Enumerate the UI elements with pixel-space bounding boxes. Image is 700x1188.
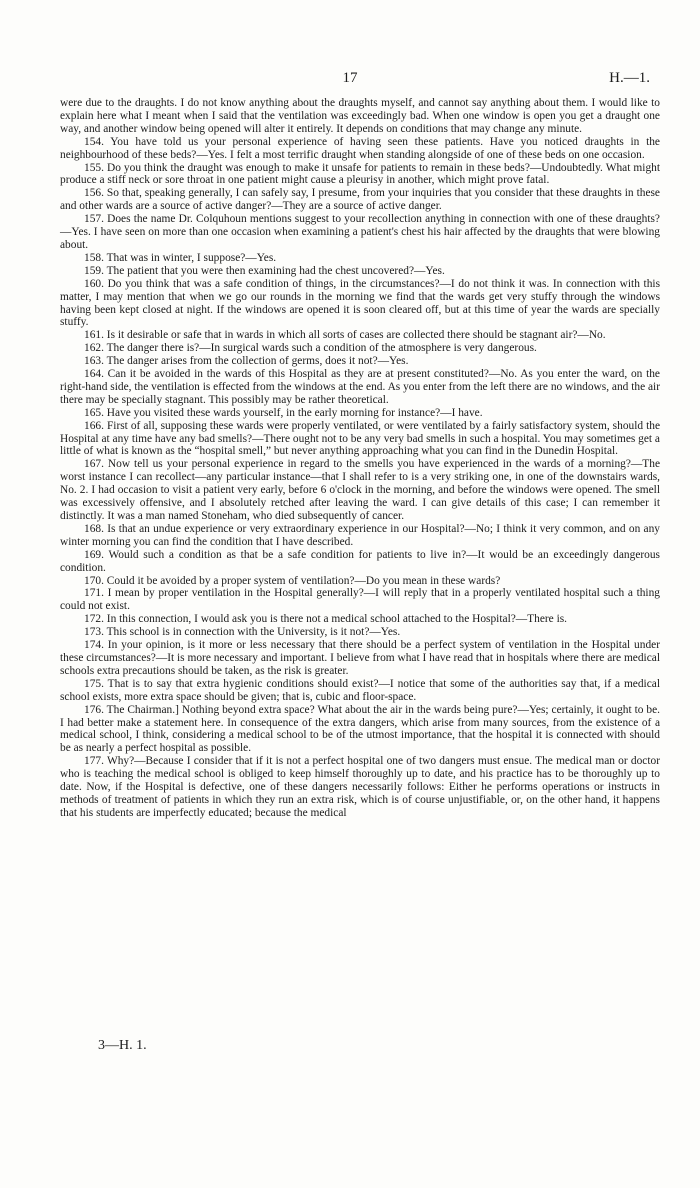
- paragraph: 171. I mean by proper ventilation in the Hospital generally?—I will reply that in a properly ventilated hospital such a thing could not exist.: [60, 587, 660, 613]
- paragraph: 154. You have told us your personal experience of having seen these patients. Have you noticed draughts in the neighbourhood of these beds?—Yes. I felt a most terrific draught when standing alongside of one of these beds on one occasion.: [60, 135, 660, 161]
- document-reference: H.—1.: [609, 70, 650, 86]
- paragraph: 170. Could it be avoided by a proper system of ventilation?—Do you mean in these wards?: [84, 574, 501, 587]
- paragraph: 172. In this connection, I would ask you is there not a medical school attached to the Hospital?—There is.: [84, 613, 568, 626]
- paragraph: 163. The danger arises from the collection of germs, does it not?—Yes.: [84, 355, 409, 368]
- body-text: [60, 97, 660, 820]
- paragraph: 175. That is to say that extra hygienic conditions should exist?—I notice that some of the authorities say that, if a medical school exists, more extra space should be given; that is, cubic and floor-space.: [60, 677, 660, 703]
- paragraph: 177. Why?—Because I consider that if it is not a perfect hospital one of two dangers must ensue. The medical man or doctor who is teaching the medical school is obliged to keep himself thoroughly up to date, and his practice has to be thoroughly up to date. Now, if the Hospital is defective, one of these dangers necessarily follows: Either he performs operations or instructs in methods of treatment of patients in which they run an extra risk, which is of course unjustifiable, or, on the other hand, it happens that his students are imperfectly educated; because the medical: [60, 755, 660, 819]
- paragraph: 162. The danger there is?—In surgical wards such a condition of the atmosphere is very dangerous.: [84, 342, 537, 355]
- paragraph: 160. Do you think that was a safe condition of things, in the circumstances?—I do not think it was. In connection with this matter, I may mention that when we go our rounds in the morning we find that the wards get very stuffy through the windows having been kept closed at night. If the windows are opened it is soon cleared off, but at this time of year the wards are specially stuffy.: [60, 277, 660, 329]
- paragraph: 156. So that, speaking generally, I can safely say, I presume, from your inquiries that you consider that these draughts in these and other wards are a source of active danger?—They are a source of active danger.: [60, 187, 660, 213]
- paragraph: 164. Can it be avoided in the wards of this Hospital as they are at present constituted?—No. As you enter the ward, on the right-hand side, the ventilation is effected from the windows at the end. As you enter from the left there are no windows, and the air there may be specially stagnant. This possibly may be rather theoretical.: [60, 368, 660, 406]
- paragraph: 158. That was in winter, I suppose?—Yes.: [84, 251, 277, 264]
- paragraph: 174. In your opinion, is it more or less necessary that there should be a perfect system of ventilation in the Hospital under these circumstances?—It is more necessary and important. I believe from what I have read that in hospitals where there are medical schools extra precautions should be taken, as the risk is greater.: [60, 639, 660, 677]
- paragraph: 165. Have you visited these wards yourself, in the early morning for instance?—I have.: [84, 406, 483, 419]
- paragraph: 155. Do you think the draught was enough to make it unsafe for patients to remain in these beds?—Undoubtedly. What might produce a stiff neck or sore throat in one patient might cause a pleurisy in another, which might prove fatal.: [60, 161, 660, 187]
- paragraph: 157. Does the name Dr. Colquhoun mentions suggest to your recollection anything in connection with one of these draughts?—Yes. I have seen on more than one occasion when examining a patient's chest his hair affected by the draughts that were blowing about.: [60, 213, 660, 251]
- paragraph: 169. Would such a condition as that be a safe condition for patients to live in?—It would be an exceedingly dangerous condition.: [60, 548, 660, 574]
- paragraph: 159. The patient that you were then examining had the chest uncovered?—Yes.: [84, 264, 445, 277]
- paragraph: 173. This school is in connection with the University, is it not?—Yes.: [84, 626, 401, 639]
- paragraph: 166. First of all, supposing these wards were properly ventilated, or were ventilated by a fairly satisfactory system, should the Hospital at any time have any bad smells?—There ought not to be any very bad smells in such a hospital. You may sometimes get a little of what is known as the “hospital smell,” but never anything approaching what you can find in the Dunedin Hospital.: [60, 419, 660, 458]
- signature-mark: 3—H. 1.: [98, 1038, 147, 1053]
- paragraph: 176. The Chairman.] Nothing beyond extra space? What about the air in the wards being pure?—Yes; certainly, it ought to be. I had better make a statement here. In consequence of the extra dangers, which arise from many sources, from the existence of a medical school, I think, considering a medical school to be of the utmost importance, that the hospital it is connected with should be as nearly a perfect hospital as possible.: [60, 703, 660, 755]
- paragraph: 167. Now tell us your personal experience in regard to the smells you have experienced in the wards of a morning?—The worst instance I can recollect—any particular instance—that I shall refer to is a very striking one, in one of the downstairs wards, No. 2. I had occasion to visit a patient very early, before 6 o'clock in the morning, and before the windows were opened. The smell was excessively offensive, and I absolutely retched after leaving the ward. I can give details of this case; I can remember it distinctly. It was a man named Stoneham, who died subsequently of cancer.: [60, 458, 660, 522]
- paragraph: 161. Is it desirable or safe that in wards in which all sorts of cases are collected there should be stagnant air?—No.: [84, 329, 606, 342]
- paragraph: 168. Is that an undue experience or very extraordinary experience in our Hospital?—No; I think it very common, and on any winter morning you can find the condition that I have described.: [60, 522, 660, 548]
- paragraph: were due to the draughts. I do not know anything about the draughts myself, and cannot say anything about them. I would like to explain here what I meant when I said that the ventilation was exceedingly bad. When one window is open you get a draught one way, and another window being opened will alter it entirely. It depends on conditions that may change any minute.: [60, 97, 660, 135]
- page-number: 17: [342, 70, 358, 86]
